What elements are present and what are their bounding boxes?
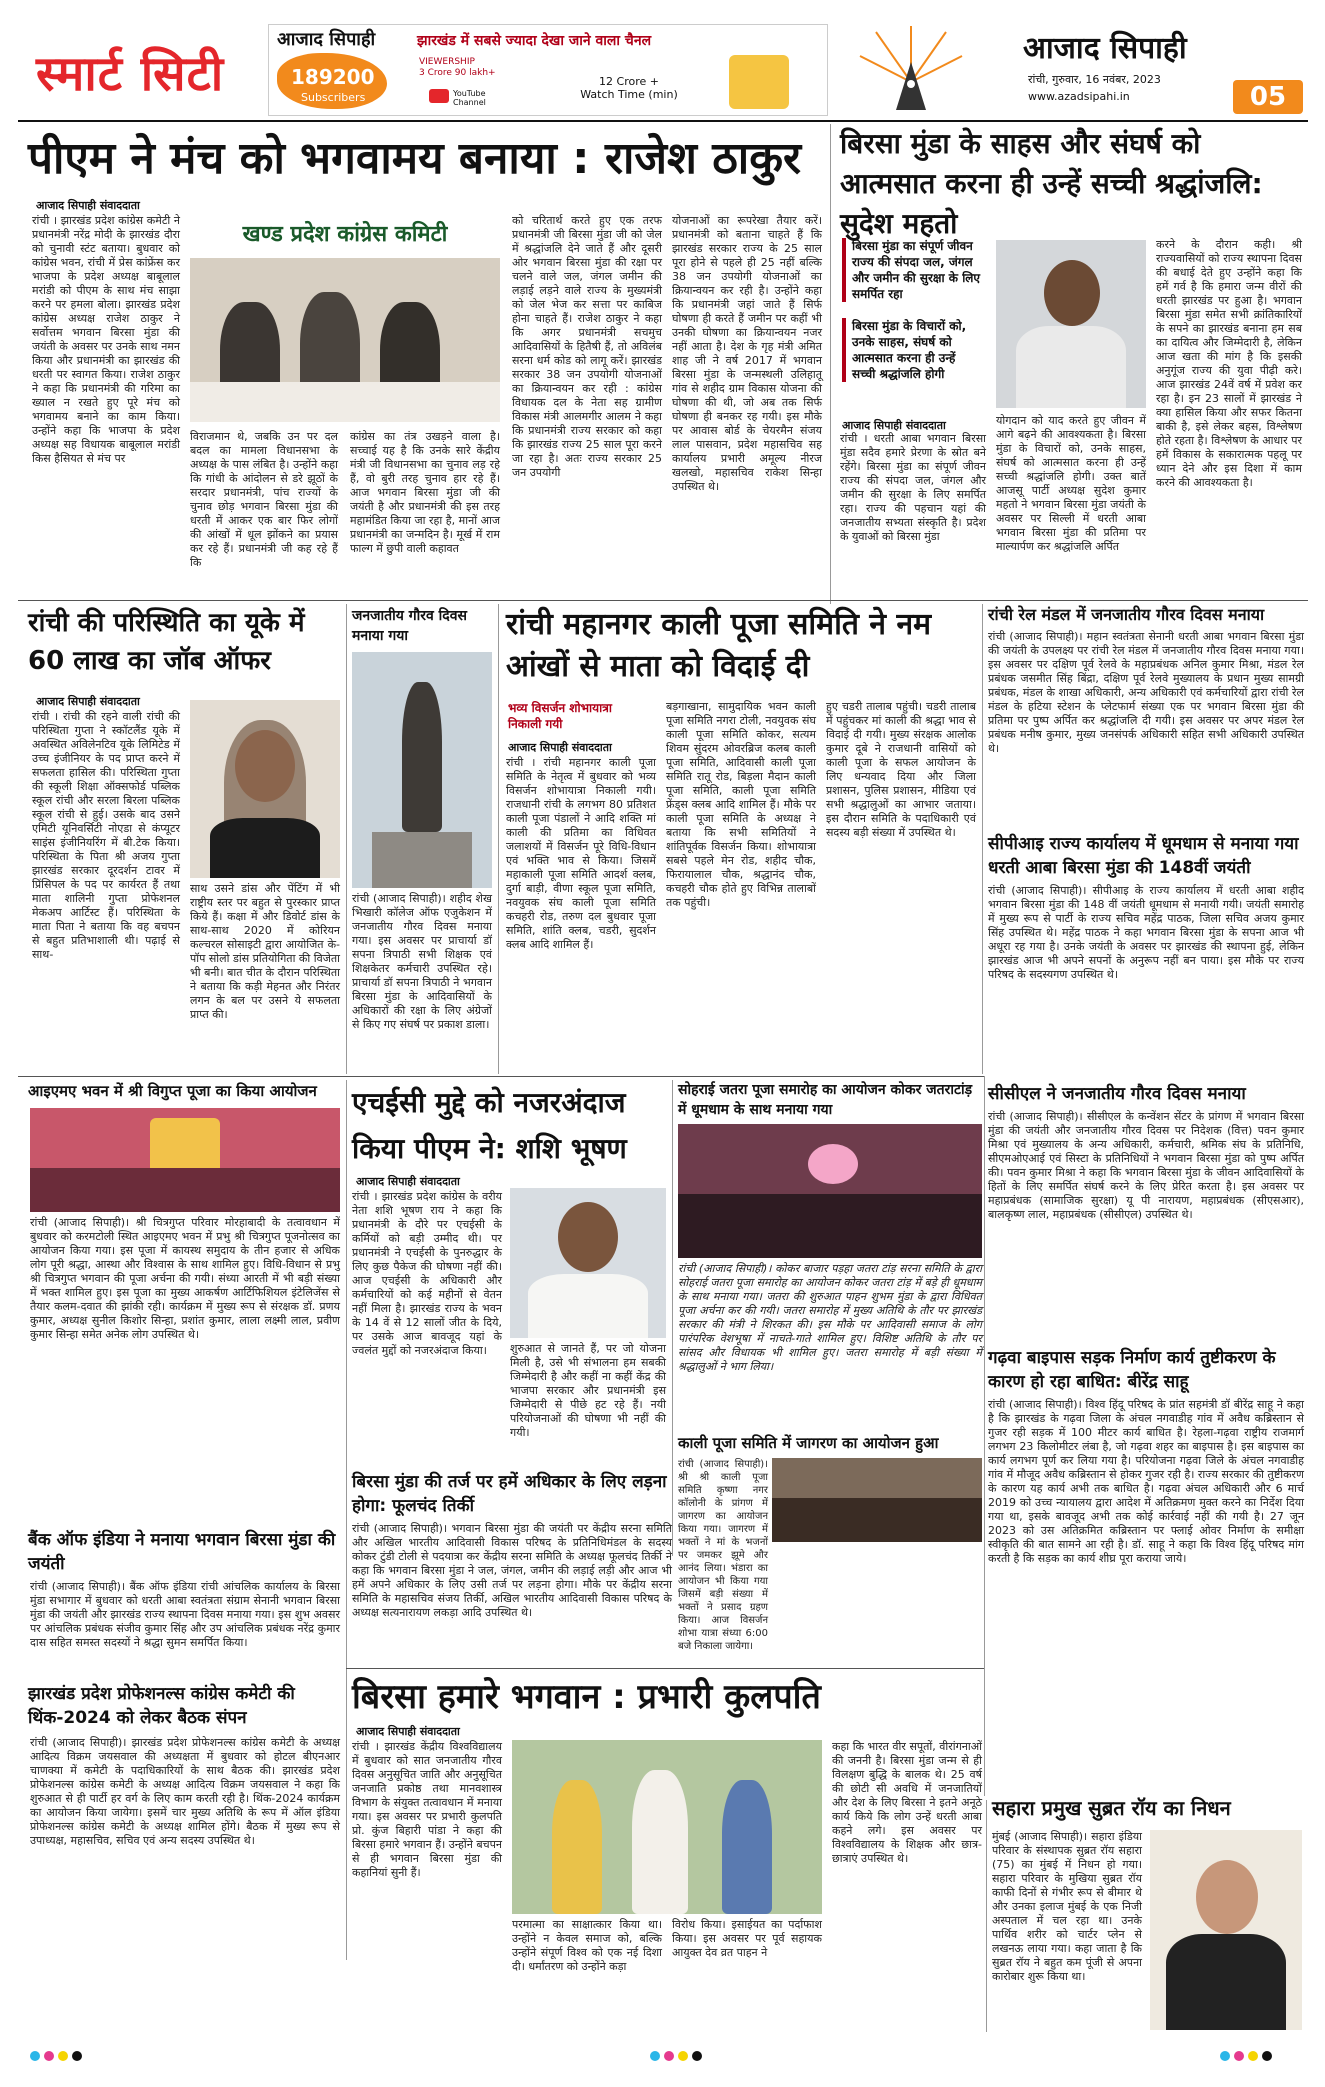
a9-portrait-photo bbox=[510, 1188, 666, 1338]
channel-ad bbox=[268, 24, 828, 116]
person-silhouette-icon bbox=[552, 1780, 602, 1914]
ad-tagline: झारखंड में सबसे ज्यादा देखा जाने वाला चैनल bbox=[417, 33, 652, 49]
a9-col2: शुरुआत से जानते हैं, पर जो योजना मिली है, उसे भी संभालना हम सबकी जिम्मेदारी है और कहीं ना कहीं केंद्र की भाजपा सरकार और प्रधानमंत्री इस जिम्मेदारी से पीछे हट रहे हैं। नयी परियोजनाओं की घोषणा भी नहीं की गयी। bbox=[510, 1342, 666, 1439]
ad-subscribers-label: Subscribers bbox=[301, 91, 366, 104]
a1-col4: को चरितार्थ करते हुए एक तरफ प्रधानमंत्री जी बिरसा मुंडा जी को जेल में श्रद्धांजलि देने जाते हैं और दूसरी ओर भगवान बिरसा मुंडा की रक्षा पर चलने वाले जल, जंगल जमीन की लड़ाई लड़ने वाले राज्य के मुख्यमंत्री को जेल भेज कर सत्ता पर काबिज होना चाहते हैं। राजेश ठाकुर ने कहा कि अगर प्रधानमंत्री सचमुच आदिवासियों के हितैषी हैं, तो अविलंब सरना धर्म कोड को लागू करें। झारखंड सरकार 38 जन उपयोगी योजनाओं का क्रियान्वयन कर रही : कांग्रेस विधायक दल के नेता सह ग्रामीण विकास मंत्री आलमगीर आलम ने कहा कि प्रधानमंत्री राज्य सरकार को कहा कि झारखंड राज्य 25 साल पूरा करने जा रहा है। अतः राज्य सरकार 25 जन उपयोगी bbox=[512, 214, 662, 479]
a17-col2: परमात्मा का साक्षात्कार किया था। उन्होंने न केवल समाज को, बल्कि उन्होंने संपूर्ण विश्व को एक नई दिशा दी। धर्मांतरण को उन्होंने कड़ा bbox=[512, 1918, 662, 1973]
a2-col3: करने के दौरान कही। श्री राज्यवासियों को राज्य स्थापना दिवस की बधाई देते हुए उन्होंने कहा कि हमें गर्व है कि हमारा जन्म वीरों की धरती झारखंड पर हुआ है। भगवान बिरसा मुंडा समेत सभी क्रांतिकारियों के सपने का झारखंड बनाना हम सब का दायित्व और जिम्मेदारी है, लेकिन आज खता की मांग है कि इसकी अनुगूंज राज्य की युवा पीढ़ी करे। आज झारखंड 24वें वर्ष में प्रवेश कर रहा है। इन 23 सालों में झारखंड ने क्या हासिल किया और सफर कितना बाकी है, इसे लेकर बहस, विश्लेषण होते रहता है। विश्लेषण के आधार पर हमें विकास के सकारात्मक पहलू पर ध्यान देने और इस दिशा में काम करने की आवश्यकता है। bbox=[1156, 238, 1302, 489]
a2-portrait-photo bbox=[996, 240, 1146, 408]
crowd-shape bbox=[30, 1168, 340, 1212]
divider bbox=[346, 1080, 347, 1960]
ad-youtube: YouTube Channel bbox=[453, 89, 486, 107]
a17-col1: रांची । झारखंड केंद्रीय विश्वविद्यालय में बुधवार को सात जनजातीय गौरव दिवस अनुसूचित जाति और अनुसूचित जनजाति प्रकोष्ठ तथा मानवशास्त्र विभाग के संयुक्त तत्वावधान में मनाया गया। इस अवसर पर प्रभारी कुलपति प्रो. कुंज बिहारी पांडा ने कहा की बिरसा हमारे भगवान हैं। उन्होंने बचपन से ही भगवान बिरसा मुंडा की कहानियां सुनी हैं। bbox=[352, 1740, 502, 1879]
a2-byline: आजाद सिपाही संवाददाता bbox=[842, 419, 946, 432]
a7-col1: रांची (आजाद सिपाही)। सीपीआइ के राज्य कार्यालय में धरती आबा शहीद भगवान बिरसा मुंडा की 148 वीं जयंती धूमधाम से मनायी गयी। जयंती समारोह में मुख्य रूप से पार्टी के राज्य सचिव महेंद्र पाठक, जिला सचिव अजय कुमार सिंह उपस्थित थे। महेंद्र पाठक ने कहा भगवान बिरसा मुंडा के सपना आज भी अधूरा रह गया है। उनके जयंती के अवसर पर झारखंड की स्थापना हुई, लेकिन झारखंड आज भी अपने सपनों के अनुरूप नहीं बन पाया। इस मौके पर राज्य परिषद के सदस्यगण उपस्थित थे। bbox=[988, 884, 1304, 981]
masthead bbox=[18, 18, 1308, 118]
a15-col1: रांची (आजाद सिपाही)। झारखंड प्रदेश प्रोफेशनल्स कांग्रेस कमेटी के अध्यक्ष आदित्य विक्रम जयसवाल की अध्यक्षता में बुधवार को होटल बीएनआर चाणक्या में कमेटी के पदाधिकारियों के साथ बैठक की। झारखंड प्रदेश प्रोफेशनल्स कांग्रेस कमेटी के अध्यक्ष आदित्य विक्रम जयसवाल ने कहा कि शुरुआत से ही पार्टी हर वर्ग के लिए काम करती रही है। थिंक-2024 कार्यक्रम का आयोजन किया जायेगा। इसमें चार मुख्य अतिथि के रूप में ऑल इंडिया प्रोफेशनल्स कांग्रेस कमेटी के अध्यक्ष शामिल होंगे। बैठक में मुख्य रूप से उपाध्यक्ष, महासचिव, सचिव एवं अन्य सदस्य उपस्थित थे। bbox=[30, 1736, 340, 1847]
dateline: रांची, गुरुवार, 16 नवंबर, 2023 bbox=[1028, 73, 1161, 86]
a14-headline: बैंक ऑफ इंडिया ने मनाया भगवान बिरसा मुंडा की जयंती bbox=[28, 1530, 336, 1574]
a17-col3: विरोध किया। इसाईयत का पर्दाफाश किया। इस अवसर पर पूर्व सहायक आयुक्त देव व्रत पाहन ने bbox=[672, 1918, 822, 1959]
a13-col1: रांची (आजाद सिपाही)। विश्व हिंदू परिषद के प्रांत सहमंत्री डॉ बीरेंद्र साहू ने कहा है कि झारखंड के गढ़वा जिला के अंचल नगवाडीह गांव में अवैध कब्रिस्तान से गुजर रही सड़क में 100 मीटर कार्य बाधित है। रेहला-गढ़वा राष्ट्रीय राजमार्ग लगभग 23 किलोमीटर लंबा है, जो गढ़वा शहर का बाइपास है। इस बाइपास का कार्य लगभग पूर्ण कर लिया गया है। परियोजना गढ़वा जिले के अंचल नगवाडीह गांव में मौजूद अवैध कब्रिस्तान से होकर गुजर रही है। राज्य सरकार की तुष्टीकरण के कारण यह कार्य अभी तक बाधित है। गढ़वा अंचल अधिकारी और 6 मार्च 2019 को उच्च न्यायालय द्वारा आदेश में अतिक्रमण मुक्त करने का निर्देश दिया गया था, इसके बावजूद अभी तक कोई कार्रवाई नहीं की गयी है। 27 जून 2023 को उस अतिक्रमित कब्रिस्तान पर फ्लाई ओवर निर्माण के समीक्षा स्वीकृति की बात सामने आ रही है। डॉ. साहू ने कहा कि विश्व हिंदू परिषद मांग करती है कि सड़क का कार्य शीघ्र पूरा कराया जाये। bbox=[988, 1398, 1304, 1565]
a6-headline: रांची रेल मंडल में जनजातीय गौरव दिवस मनाया bbox=[988, 605, 1265, 624]
a2-quote2: बिरसा मुंडा के विचारों को, उनके साहस, संघर्ष को आत्मसात करना ही उन्हें सच्ची श्रद्धांजलि होगी bbox=[842, 318, 982, 382]
a11-headline: काली पूजा समिति में जागरण का आयोजन हुआ bbox=[678, 1434, 939, 1452]
a4-col1: रांची (आजाद सिपाही)। शहीद शेख भिखारी कॉलेज ऑफ एजुकेशन में जनजातीय गौरव दिवस मनाया गया। इस अवसर पर प्राचार्या डॉ सपना त्रिपाठी सभी शिक्षक एवं शिक्षकेतर कर्मचारी उपस्थित रहे। प्राचार्या डॉ सपना त्रिपाठी ने भगवान बिरसा मुंडा के आदिवासियों के अधिकारों की रक्षा के लिए अंग्रेजों से किए गए संघर्ष पर प्रकाश डाला। bbox=[352, 892, 492, 1031]
a17-event-photo bbox=[512, 1740, 822, 1914]
subscribe-badge-icon bbox=[729, 55, 789, 109]
a15-headline: झारखंड प्रदेश प्रोफेशनल्स कांग्रेस कमेटी की थिंक-2024 को लेकर बैठक संपन bbox=[28, 1684, 295, 1728]
a1-col2: विराजमान थे, जबकि उन पर दल बदल का मामला विधानसभा के अध्यक्ष के पास लंबित है। उन्होंने कहा कि गांधी के आंदोलन से डरे झूठों के सरदार प्रधानमंत्री, पांच राज्यों के चुनाव छोड़ भगवान बिरसा मुंडा की धरती में आकर एक बार फिर लोगों की आंखों में धूल झोंकने का प्रयास कर रहे हैं। प्रधानमंत्री जी कह रहे हैं कि bbox=[190, 430, 338, 569]
divider bbox=[498, 604, 499, 1074]
a18-col1: मुंबई (आजाद सिपाही)। सहारा इंडिया परिवार के संस्थापक सुब्रत रॉय सहारा (75) का मुंबई में निधन हो गया। सहारा परिवार के मुखिया सुब्रत रॉय काफी दिनों से गंभीर रूप से बीमार थे और उनका इलाज मुंबई के एक निजी अस्पताल में चल रहा था। उनके पार्थिव शरीर को चार्टर प्लेन से लखनऊ लाया गया। कहा जाता है कि सुब्रत रॉय ने बहुत कम पूंजी से अपना कारोबार शुरू किया था। bbox=[992, 1830, 1142, 1983]
a7-headline: सीपीआइ राज्य कार्यालय में धूमधाम से मनाया गया धरती आबा बिरसा मुंडा की 148वीं जयंती bbox=[988, 834, 1299, 878]
a2-col1: रांची । धरती आबा भगवान बिरसा मुंडा सदैव हमारे प्रेरणा के स्रोत बने रहेंगे। बिरसा मुंडा का संपूर्ण जीवन राज्य की संपदा जल, जंगल और जमीन की सुरक्षा के लिए समर्पित रहा। राज्य की पहचान यहां की जनजातीय सभ्यता संस्कृति है। प्रदेश के युवाओं को बिरसा मुंडा bbox=[840, 432, 986, 543]
person-body bbox=[1166, 1934, 1286, 2030]
a8-headline: आइएमए भवन में श्री विगुप्त पूजा का किया आयोजन bbox=[28, 1082, 317, 1100]
a18-headline: सहारा प्रमुख सुब्रत रॉय का निधन bbox=[992, 1796, 1231, 1820]
a10-headline: सोहराई जतरा पूजा समारोह का आयोजन कोकर जतराटांड़ में धूमधाम के साथ मनाया गया bbox=[678, 1082, 973, 1118]
a5-headline: रांची महानगर काली पूजा समिति ने नम आंखों से माता को विदाई दी bbox=[506, 607, 932, 684]
a3-byline: आजाद सिपाही संवाददाता bbox=[36, 695, 140, 708]
registration-dots bbox=[30, 2046, 1300, 2062]
a18-portrait-photo bbox=[1150, 1830, 1302, 2030]
divider bbox=[984, 1076, 985, 1796]
a2-quote1: बिरसा मुंडा का संपूर्ण जीवन राज्य की संपदा जल, जंगल और जमीन की सुरक्षा के लिए समर्पित रहा bbox=[842, 238, 982, 302]
a1-col3: कांग्रेस का तंत्र उखड़ने वाला है। सच्चाई यह है कि उनके सारे केंद्रीय मंत्री जी विधानसभा का चुनाव लड़ रहे हैं, वो बुरी तरह चुनाव हार रहे हैं। आज भगवान बिरसा मुंडा जी की जयंती है और प्रधानमंत्री की इस तरह महामंडित किया जा रहा है, मानों आज प्रधानमंत्री का जन्मदिन है। मूर्ख में राम फाल्ग में छुपी वाली कहावत bbox=[350, 430, 500, 555]
a9-byline: आजाद सिपाही संवाददाता bbox=[356, 1175, 460, 1188]
a11-col1: रांची (आजाद सिपाही)। श्री श्री काली पूजा समिति कृष्णा नगर कॉलोनी के प्रांगण में जागरण का आयोजन किया गया। जागरण में भक्तों ने मां के भजनों पर जमकर झूमे और आनंद लिया। भंडारा का आयोजन भी किया गया जिसमें बड़ी संख्या में भक्तों ने प्रसाद ग्रहण किया। आज विसर्जन शोभा यात्रा संध्या 6:00 बजे निकाला जायेगा। bbox=[678, 1459, 768, 1652]
person-silhouette-icon bbox=[632, 1770, 688, 1914]
youtube-icon bbox=[429, 89, 449, 103]
ad-watch-time: 12 Crore + Watch Time (min) bbox=[580, 75, 678, 101]
a1-press-photo bbox=[190, 212, 500, 422]
person-head-icon bbox=[558, 1202, 618, 1272]
a5-byline: आजाद सिपाही संवाददाता bbox=[508, 741, 612, 754]
divider bbox=[830, 124, 831, 604]
a16-col1: रांची (आजाद सिपाही)। भगवान बिरसा मुंडा की जयंती पर केंद्रीय सरना समिति और अखिल भारतीय आदिवासी विकास परिषद के प्रतिनिधिमंडल के सदस्य कोकर टुंडी टोली से पदयात्रा कर केंद्रीय सरना समिति के अध्यक्ष फूलचंद तिर्की ने कहा कि भगवान बिरसा मुंडा ने जल, जंगल, जमीन की लड़ाई लड़ी और आज भी हमें अपने अधिकार के लिए उसी तर्ज पर लड़ना होगा। मौके पर केंद्रीय सरना समिति के महासचिव संजय तिर्की, अखिल भारतीय आदिवासी विकास परिषद के अध्यक्ष सत्यनारायण लकड़ा आदि उपस्थित थे। bbox=[352, 1522, 672, 1619]
a3-col1: रांची । रांची की रहने वाली रांची की परिस्थिता गुप्ता ने स्कॉटलैंड यूके में अवस्थित अविलेनटिव यूके लिमिटेड में उच्च इंजीनियर के पद प्राप्त करने में सफलता हासिल की। परिस्थिता गुप्ता की स्कूली शिक्षा ऑक्सफोर्ड पब्लिक स्कूल रांची और सरला बिरला पब्लिक स्कूल रांची से हुई। उसके बाद उसने एमिटी यूनिवर्सिटी नोएडा से कंप्यूटर साइंस इंजीनियरिंग में बी.टेक किया। परिस्थिता के पिता श्री अजय गुप्ता झारखंड सरकार दूरदर्शन टावर में प्रिंसिपल के पद पर कार्यरत हैं तथा माता शालिनी गुप्ता प्रोफेशनल मेकअप आर्टिस्ट हैं। परिस्थिता के माता पिता ने बताया कि वह बचपन से बहुत प्रतिभाशाली थी। पढ़ाई से साथ- bbox=[32, 710, 180, 961]
a6-col1: रांची (आजाद सिपाही)। महान स्वतंत्रता सेनानी धरती आबा भगवान बिरसा मुंडा की जयंती के उपलक्ष्य पर रांची रेल मंडल में जनजातीय गौरव दिवस मनाया गया। इस अवसर पर दक्षिण पूर्व रेलवे के महाप्रबंधक अनिल कुमार मिश्रा, मंडल रेल प्रबंधक जसमीत सिंह बिंद्रा, दक्षिण पूर्व रेलवे मुख्यालय के प्रधान मुख्य सामग्री प्रबंधक, मंडल के शाखा अधिकारी, अन्य अधिकारी एवं कर्मचारियों द्वारा रांची रेल मंडल के हटिया स्टेशन के प्लेटफार्म संख्या एक पर भगवान बिरसा मुंडा की प्रतिमा पर पुष्प अर्पित कर श्रद्धांजलि दी गयी। इस अवसर पर अपर मंडल रेल प्रबंधक मनीष कुमार, मुख्य जनसंपर्क अधिकारी सहित सभी अधिकारी उपस्थित थे। bbox=[988, 630, 1304, 755]
a13-headline: गढ़वा बाइपास सड़क निर्माण कार्य तुष्टीकरण के कारण हो रहा बाधित: बीरेंद्र साहू bbox=[988, 1348, 1276, 1392]
a3-headline: रांची की परिस्थिति का यूके में 60 लाख का जॉब ऑफर bbox=[28, 608, 305, 676]
a1-headline: पीएम ने मंच को भगवामय बनाया : राजेश ठाकुर bbox=[28, 133, 801, 184]
a17-col4: कहा कि भारत वीर सपूतों, वीरांगनाओं की जननी है। बिरसा मुंडा जन्म से ही विलक्षण बुद्धि के बालक थे। 25 वर्ष की छोटी सी अवधि में जनजातियों और देश के लिए बिरसा ने इतने अनूठे कार्य किये कि लोग उन्हें धरती आबा कहने लगे। इस अवसर पर विश्वविद्यालय के शिक्षक और छात्र-छात्राएं उपस्थित थे। bbox=[832, 1740, 982, 1865]
pen-nib-logo-icon bbox=[856, 22, 966, 114]
section-rule bbox=[18, 1076, 984, 1077]
a9-headline: एचईसी मुद्दे को नजरअंदाज किया पीएम ने: शशि भूषण bbox=[352, 1086, 627, 1165]
a12-headline: सीसीएल ने जनजातीय गौरव दिवस मनाया bbox=[988, 1084, 1246, 1104]
person-head-icon bbox=[1196, 1860, 1258, 1934]
press-table bbox=[190, 382, 500, 422]
a16-headline: बिरसा मुंडा की तर्ज पर हमें अधिकार के लिए लड़ना होगा: फूलचंद तिर्की bbox=[352, 1472, 667, 1516]
a1-col5: योजनाओं का रूपरेखा तैयार करें। प्रधानमंत्री को बताना चाहते हैं कि झारखंड सरकार राज्य के 25 साल पूरा होने से पहले ही 25 नहीं बल्कि 38 जन उपयोगी योजनाओं का क्रियान्वयन कर रही है। उन्होंने कहा कि प्रधानमंत्री जहां जाते हैं सिर्फ घोषणा ही करते हैं जमीन पर कहीं भी उनकी घोषणा का क्रियान्वयन नजर नहीं आता है। देश के गृह मंत्री अमित शाह जी ने वर्ष 2017 में भगवान बिरसा मुंडा के जन्मस्थली उलिहातू गांव से शहीद ग्राम विकास योजना की घोषणा की थी, जो अब तक सिर्फ घोषणा ही बनकर रह गयी। इस मौके पर आवास बोर्ड के चेयरमैन संजय लाल पासवान, प्रदेश महासचिव सह कार्यालय प्रभारी अमूल्य नीरज खलखो, महासचिव राकेश सिन्हा उपस्थित थे। bbox=[672, 214, 822, 493]
statue-icon bbox=[402, 682, 442, 832]
a2-headline: बिरसा मुंडा के साहस और संघर्ष को आत्मसात करना ही उन्हें सच्ची श्रद्धांजलि: सुदेश महतो bbox=[840, 127, 1263, 240]
person-head-icon bbox=[1044, 260, 1100, 326]
a3-col2: साथ उसने डांस और पेंटिंग में भी राष्ट्रीय स्तर पर बहुत से पुरस्कार प्राप्त किये हैं। कक्षा में और डिवोर्ट डांस के साथ-साथ 2020 में कोरियन कल्चरल सोसाइटी द्वारा आयोजित के-पॉप सोलो डांस प्रतियोगिता की विजेता भी बनी। बात चीत के दौरान परिस्थिता ने बताया कि कड़ी मेहनत और निरंतर लगन के बल पर उसने ये सफलता प्राप्त की। bbox=[190, 882, 340, 1021]
person-body bbox=[1016, 326, 1126, 408]
a5-col1: रांची । रांची महानगर काली पूजा समिति के नेतृत्व में बुधवार को भव्य विसर्जन शोभायात्रा निकाली गयी। राजधानी रांची के लगभग 80 प्रतिशत काली पूजा पंडालों ने आदि शक्ति मां काली की प्रतिमा का विधिवत जलाशयों में विसर्जन पूरे विधि-विधान एवं भक्ति भाव से किया। जिसमें महाकाली पूजा समिति आदर्श क्लब, दुर्गा बाड़ी, वीणा स्कूल पूजा समिति, नवयुवक संघ काली पूजा समिति कचहरी रोड, तरुण दल बुधवार पूजा समिति, शांति क्लब, चडरी, सुदर्शन क्लब आदि शामिल हैं। bbox=[506, 756, 656, 951]
pedestal bbox=[372, 832, 472, 888]
ad-brand: आजाद सिपाही bbox=[277, 29, 376, 50]
ad-subscribers: 189200 bbox=[291, 65, 375, 89]
page-number: 05 bbox=[1233, 80, 1303, 114]
masthead-rule bbox=[18, 120, 1308, 122]
person-silhouette-icon bbox=[722, 1780, 772, 1914]
crowd-shape bbox=[772, 1498, 982, 1542]
a3-portrait-photo bbox=[190, 700, 340, 878]
a5-subhead: भव्य विसर्जन शोभायात्रा निकाली गयी bbox=[508, 701, 612, 731]
paper-name: आजाद सिपाही bbox=[1023, 31, 1187, 66]
section-rule bbox=[346, 1668, 984, 1669]
section-rule bbox=[18, 600, 1308, 601]
website: www.azadsipahi.in bbox=[1028, 90, 1130, 103]
a1-byline: आजाद सिपाही संवाददाता bbox=[36, 199, 140, 212]
section-title: स्मार्ट सिटी bbox=[36, 46, 225, 102]
divider bbox=[986, 1800, 987, 2032]
stage-light bbox=[808, 1144, 858, 1184]
a17-headline: बिरसा हमारे भगवान : प्रभारी कुलपति bbox=[352, 1677, 821, 1717]
person-body bbox=[210, 818, 320, 878]
a4-statue-photo bbox=[352, 652, 492, 888]
a1-banner: खण्ड प्रदेश कांग्रेस कमिटी bbox=[190, 212, 500, 258]
a1-col1: रांची । झारखंड प्रदेश कांग्रेस कमेटी ने प्रधानमंत्री नरेंद्र मोदी के झारखंड दौरा को चुनावी स्टंट बताया। बुधवार को कांग्रेस भवन, रांची में प्रेस कांफ्रेंस कर भाजपा के प्रदेश अध्यक्ष बाबूलाल मरांडी को पीएम के साथ मंच साझा करने पर हमला बोला। झारखंड प्रदेश कांग्रेस अध्यक्ष राजेश ठाकुर ने सर्वोत्तम भगवान बिरसा मुंडा की जयंती के अवसर पर उनके साथ नमन किया और प्रधानमंत्री का झारखंड की धरती पर स्वागत किया। राजेश ठाकुर ने कहा कि प्रधानमंत्री की गरिमा का ख्याल न रखते हुए पूरे मंच को भगवामय बनाने का काम किया। उन्होंने कहा कि भाजपा के प्रदेश अध्यक्ष सह विधायक बाबूलाल मरांडी किस हैसियत से मंच पर bbox=[32, 214, 180, 465]
a5-col2: बड़गाखाना, सामुदायिक भवन काली पूजा समिति नगरा टोली, नवयुवक संघ काली पूजा समिति कोकर, सत्यम शिवम सुंदरम ओवरब्रिज कलब काली पूजा समिति, आदिवासी काली पूजा समिति रातू रोड, बिड़ला मैदान काली पूजा समिति, काली पूजा समिति फ्रेंड्स क्लब आदि शामिल हैं। मौके पर काली पूजा समिति के अध्यक्ष ने बताया कि सभी समितियों ने शांतिपूर्वक विसर्जन किया। शोभायात्रा सबसे पहले मेन रोड, शहीद चौक, फिरायालाल चौक, श्रद्धानंद चौक, कचहरी चौक होते हुए विभिन्न तालाबों तक पहुंची। bbox=[666, 700, 816, 909]
a8-puja-photo bbox=[30, 1108, 340, 1212]
a14-col1: रांची (आजाद सिपाही)। बैंक ऑफ इंडिया रांची आंचलिक कार्यालय के बिरसा मुंडा सभागार में बुधवार को धरती आबा स्वतंत्रता संग्राम सेनानी भगवान बिरसा मुंडा की जयंती और झारखंड राज्य स्थापना दिवस मनाया गया। इस शुभ अवसर पर आंचलिक प्रबंधक संजीव कुमार सिंह और उप आंचलिक प्रबंधक नरेंद्र कुमार दास सहित समस्त सदस्यों ने श्रद्धा सुमन समर्पित किया। bbox=[30, 1580, 340, 1649]
divider bbox=[672, 1080, 673, 1556]
divider bbox=[346, 604, 347, 1074]
person-body bbox=[528, 1274, 648, 1338]
divider bbox=[982, 604, 983, 1074]
a10-jatra-photo bbox=[678, 1124, 982, 1258]
a8-col1: रांची (आजाद सिपाही)। श्री चित्रगुप्त परिवार मोरहाबादी के तत्वावधान में बुधवार को करमटोली स्थित आइएमए भवन में प्रभु श्री चित्रगुप्त पूजनोत्सव का आयोजन किया गया। इस पूजा में कायस्थ समुदाय के तीन हजार से अधिक लोग पूरी श्रद्धा, आस्था और विश्वास के साथ शामिल हुए। विधि-विधान से प्रभु श्री चित्रगुप्त भगवान की पूजा अर्चना की गयी। संध्या आरती में भी बड़ी संख्या में भक्त शामिल हुए। इस पूजा का मुख्य आकर्षण आर्टिफिशियल इंटेलिजेंस से तैयार कलम-दवात की झांकी रही। कार्यक्रम में मुख्य रूप से संरक्षक डॉ. प्रणय कुमार, अध्यक्ष सुनील किशोर सिन्हा, प्रशांत कुमार, लाला लक्ष्मी लाल, प्रवीण कुमार सिन्हा समेत अनेक लोग उपस्थित थे। bbox=[30, 1216, 340, 1341]
a17-byline: आजाद सिपाही संवाददाता bbox=[356, 1725, 460, 1738]
a9-col1: रांची । झारखंड प्रदेश कांग्रेस के वरीय नेता शशि भूषण राय ने कहा कि प्रधानमंत्री के दौरे पर एचईसी के कर्मियों को बड़ी उम्मीद थी। पर प्रधानमंत्री ने एचईसी के पुनरुद्धार के लिए कुछ पैकेज की घोषणा नहीं की। आज एचईसी के अधिकारी और कर्मचारियों को कई महीनों से वेतन नहीं मिला है। झारखंड राज्य के भवन के 14 वें से 12 सालों जीत के दिये, पर उसके आज बावजूद यहां के ज्वलंत मुद्दों को नजरअंदाज किया। bbox=[352, 1190, 502, 1357]
ad-viewership: VIEWERSHIP 3 Crore 90 lakh+ bbox=[419, 57, 496, 78]
a10-col1: रांची (आजाद सिपाही)। कोकर बाजार पड़हा जतरा टांड़ सरना समिति के द्वारा सोहराई जतरा पूजा समारोह का आयोजन कोकर जतरा टांड़ में बड़े ही धूमधाम के साथ मनाया गया। जतरा की शुरुआत पाहन शुभम मुंडा के द्वारा विधिवत पूजा अर्चना कर की गयी। जतरा समारोह में मुख्य अतिथि के तौर पर झारखंड सरकार की मंत्री ने शिरकत की। इस मौके पर आदिवासी समाज के लोग पारंपरिक वेशभूषा में नाचते-गाते शामिल हुए। विशिष्ट अतिथि के तौर पर सांसद और विधायक भी शामिल हुए। जतरा समारोह में बड़ी संख्या में श्रद्धालुओं ने भाग लिया। bbox=[678, 1262, 982, 1373]
a5-col3: हुए चडरी तालाब पहुंची। चडरी तालाब में पहुंचकर मां काली की श्रद्धा भाव से विदाई दी गयी। मुख्य संरक्षक आलोक कुमार दूबे ने राजधानी वासियों को काली पूजा के सफल आयोजन के लिए धन्यवाद दिया और जिला प्रशासन, पुलिस प्रशासन, मीडिया एवं सभी श्रद्धालुओं का आभार जताया। इस दौरान समिति के पदाधिकारी एवं सदस्य बड़ी संख्या में उपस्थित थे। bbox=[826, 700, 976, 839]
a11-jagran-photo bbox=[772, 1458, 982, 1542]
a2-col2: योगदान को याद करते हुए जीवन में आगे बढ़ने की आवश्यकता है। बिरसा मुंडा के विचारों को, उनके साहस, संघर्ष को आत्मसात करना ही उन्हें सच्ची श्रद्धांजलि होगी। उक्त बातें आजसू पार्टी अध्यक्ष सुदेश कुमार महतो ने भगवान बिरसा मुंडा जयंती के अवसर पर सिल्ली में धरती आबा भगवान बिरसा मुंडा की प्रतिमा पर माल्यार्पण कर श्रद्धांजलि अर्पित bbox=[996, 414, 1146, 553]
a4-headline: जनजातीय गौरव दिवस मनाया गया bbox=[352, 608, 467, 644]
a12-col1: रांची (आजाद सिपाही)। सीसीएल के कन्वेंशन सेंटर के प्रांगण में भगवान बिरसा मुंडा की जयंती और जनजातीय गौरव दिवस पर निदेशक (वित्त) पवन कुमार मिश्रा एवं मुख्यालय के अन्य अधिकारी, कर्मचारी, श्रमिक संघ के प्रतिनिधि, सीएमओएआई एवं सिस्टा के प्रतिनिधियों ने भगवान बिरसा मुंडा को पुष्प अर्पित की। पवन कुमार मिश्रा ने कहा कि भगवान बिरसा मुंडा के जीवन आदिवासियों के हितों के लिए समर्पित संघर्ष करने के लिए प्रेरित करता है। इस अवसर पर महाप्रबंधक (सामाजिक सुरक्षा) यू पी नारायण, महाप्रबंधक (सीएसआर), बालकृष्ण लाल, महाप्रबंधक (सीसीएल) उपस्थित थे। bbox=[988, 1110, 1304, 1221]
crowd-shape bbox=[678, 1194, 982, 1258]
